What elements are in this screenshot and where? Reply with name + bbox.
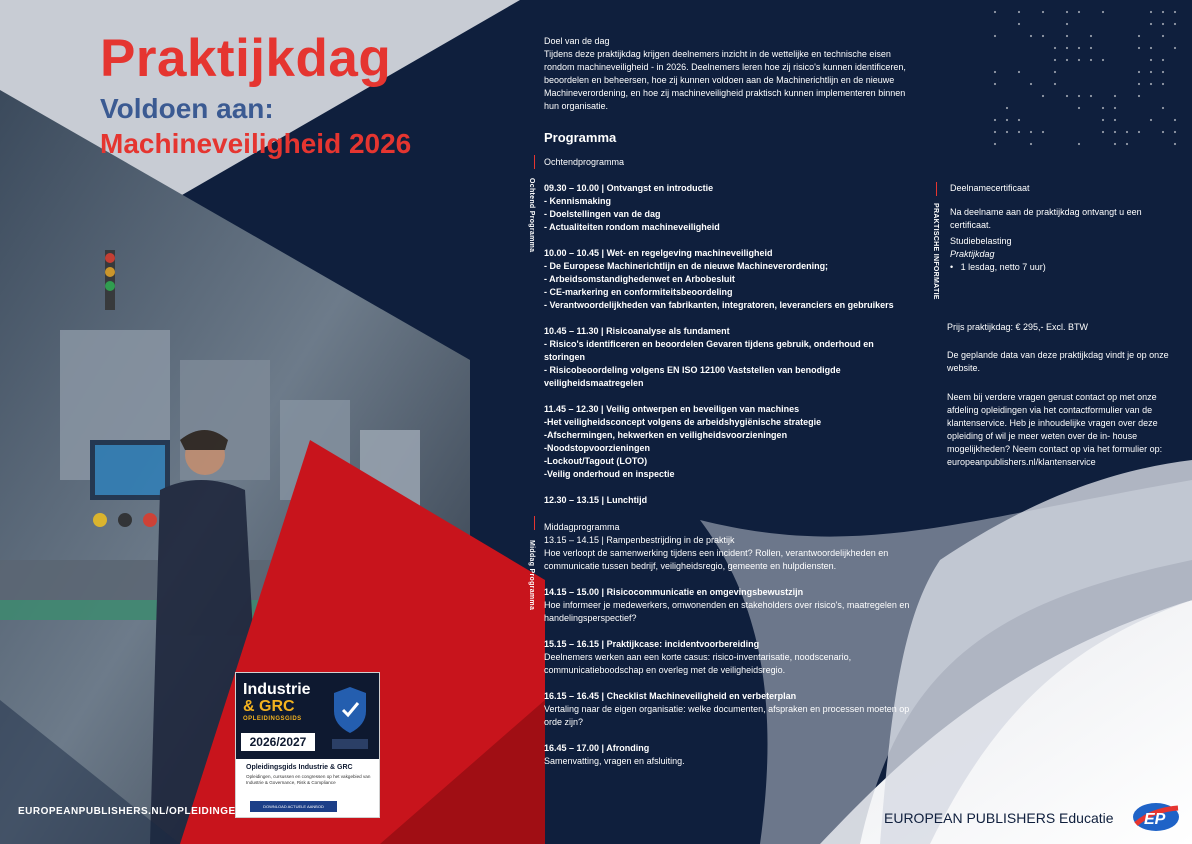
decor-dot (994, 83, 996, 85)
decor-dot (1174, 47, 1176, 49)
program-block-line: - Kennismaking (544, 196, 612, 206)
program-block-line: -Noodstopvoorzieningen (544, 443, 650, 453)
decor-dot (1042, 11, 1044, 13)
decor-dot (1018, 23, 1020, 25)
program-block (544, 742, 916, 768)
decor-dot (1114, 143, 1116, 145)
program-block (544, 690, 916, 729)
logo-text: EP (1144, 811, 1166, 828)
program-block (544, 247, 916, 312)
decor-dot (1018, 11, 1020, 13)
afternoon-vertical-label: Middag Programma (528, 540, 535, 611)
download-button[interactable]: DOWNLOAD ACTUELE AANBOD (250, 801, 337, 812)
decor-dot (1102, 11, 1104, 13)
ep-logo-mark (1132, 802, 1180, 832)
afternoon-label: Middagprogramma (544, 522, 620, 532)
certificate-heading: Deelnamecertificaat (950, 183, 1030, 193)
program-block (544, 638, 916, 677)
decor-dot (1030, 35, 1032, 37)
decor-dot (1150, 119, 1152, 121)
afternoon-program (544, 534, 916, 781)
decor-dot (1162, 83, 1164, 85)
program-block-line: - Risico's identificeren en beoordelen Gevaren tijdens gebruik, onderhoud en storingen (544, 339, 874, 362)
card-year: 2026/2027 (241, 733, 315, 751)
divider-bar (936, 182, 937, 196)
decor-dot (1090, 59, 1092, 61)
study-load-heading: Studiebelasting (950, 236, 1012, 246)
program-heading: Programma (544, 130, 617, 145)
decor-dot (1006, 107, 1008, 109)
program-block-line: - Actualiteiten rondom machineveiligheid (544, 222, 720, 232)
program-block-title: 12.30 – 13.15 | Lunchtijd (544, 495, 648, 505)
morning-label: Ochtendprogramma (544, 157, 625, 167)
morning-vertical-label: Ochtend Programma (528, 178, 535, 253)
decor-dot (1030, 143, 1032, 145)
decor-dot (1174, 143, 1176, 145)
decor-dot (994, 11, 996, 13)
program-block (544, 534, 916, 573)
decor-dot (1090, 95, 1092, 97)
divider-bar (534, 516, 535, 530)
decor-dot (1090, 35, 1092, 37)
decor-dot (1150, 59, 1152, 61)
decor-dot (1150, 47, 1152, 49)
decor-dot (1090, 47, 1092, 49)
decor-dot (1102, 59, 1104, 61)
decor-dot (1078, 59, 1080, 61)
program-block-text: Hoe verloopt de samenwerking tijdens een incident? Rollen, verantwoordelijkheden en communicatie tussen bedrijf, veiligheidsregio, gemeente en hulpdiensten. (544, 548, 889, 571)
program-block-title: 09.30 – 10.00 | Ontvangst en introductie (544, 183, 714, 193)
program-block-title: 14.15 – 15.00 | Risicocommunicatie en omgevingsbewustzijn (544, 587, 804, 597)
info-vertical-label: PRAKTISCHE INFORMATIE (932, 203, 939, 300)
decor-dot (1126, 143, 1128, 145)
decor-dot (1042, 131, 1044, 133)
decor-dot (1126, 131, 1128, 133)
program-block-line: - CE-markering en conformiteitsbeoordeling (544, 287, 733, 297)
program-block-line: -Afschermingen, hekwerken en veiligheidsvoorzieningen (544, 430, 788, 440)
ep-logo (1132, 802, 1180, 832)
program-block (544, 403, 916, 481)
shield-icon (328, 681, 372, 751)
program-block-line: - Verantwoordelijkheden van fabrikanten, integratoren, leveranciers en gebruikers (544, 300, 894, 310)
program-block-line: -Veilig onderhoud en inspectie (544, 469, 675, 479)
decor-dot (1018, 119, 1020, 121)
program-block-title: 10.45 – 11.30 | Risicoanalyse als fundament (544, 326, 730, 336)
contact-text: Neem bij verdere vragen gerust contact op met onze afdeling opleidingen via het contactformulier van de klantenservice. Heb je inhoudelijke vragen over deze opleiding of wil je meer weten over de in- house mogelijkheden? Neem contact op via het formulier op: europeanpublishers.nl/klantenservice (947, 392, 1163, 467)
decor-dot (994, 35, 996, 37)
decor-dot (1162, 11, 1164, 13)
program-block (544, 182, 916, 234)
program-block-line: -Lockout/Tagout (LOTO) (544, 456, 648, 466)
decor-dot (1150, 23, 1152, 25)
decor-dot (1018, 71, 1020, 73)
intro-section (544, 35, 916, 113)
card-title-line3: OPLEIDINGSGIDS (243, 716, 302, 722)
decor-dot (1150, 11, 1152, 13)
card-heading: Opleidingsgids Industrie & GRC (246, 764, 353, 771)
program-block-text: Hoe informeer je medewerkers, omwonenden en stakeholders over risico's, maatregelen en handelingsperspectief? (544, 600, 910, 623)
program-block-text: Samenvatting, vragen en afsluiting. (544, 756, 685, 766)
decor-dot (1066, 59, 1068, 61)
decor-dot (1162, 71, 1164, 73)
decor-dot (1102, 119, 1104, 121)
decor-dot (1162, 23, 1164, 25)
program-block-title: 13.15 – 14.15 | Rampenbestrijding in de praktijk (544, 535, 735, 545)
card-title-line1: Industrie (243, 681, 311, 698)
decor-dot (1174, 119, 1176, 121)
decor-dot (1174, 23, 1176, 25)
decor-dot (1114, 95, 1116, 97)
program-block-line: - Arbeidsomstandighedenwet en Arbobesluit (544, 274, 735, 284)
decor-dot (1114, 119, 1116, 121)
decor-dot (1162, 131, 1164, 133)
decor-dot (1150, 71, 1152, 73)
decor-dot (1078, 107, 1080, 109)
brochure-card[interactable] (235, 672, 380, 818)
brand-name: EUROPEAN PUBLISHERS Educatie (884, 810, 1114, 826)
study-load-item: • 1 lesdag, netto 7 uur) (950, 262, 1046, 272)
decor-dot (1150, 83, 1152, 85)
page-title: Praktijkdag (100, 29, 392, 88)
decor-dot (994, 71, 996, 73)
study-load-type: Praktijkdag (950, 249, 995, 259)
decor-dot (1042, 95, 1044, 97)
decor-dot (1114, 131, 1116, 133)
program-block-title: 16.15 – 16.45 | Checklist Machineveiligheid en verbeterplan (544, 691, 797, 701)
decor-dot (1114, 107, 1116, 109)
program-block-text: Deelnemers werken aan een korte casus: risico-inventarisatie, noodscenario, communicatieboodschap en overleg met de veiligheidsregio. (544, 652, 852, 675)
decor-dot (1162, 107, 1164, 109)
footer-url-link[interactable]: EUROPEANPUBLISHERS.NL/OPLEIDINGEN (18, 806, 244, 817)
program-block (544, 586, 916, 625)
decor-dot (1066, 35, 1068, 37)
program-block-text: Vertaling naar de eigen organisatie: welke documenten, afspraken en processen moeten op orde zijn? (544, 704, 910, 727)
decor-dot (1054, 47, 1056, 49)
dates-text: De geplande data van deze praktijkdag vindt je op onze website. (947, 350, 1169, 373)
program-block-title: 16.45 – 17.00 | Afronding (544, 743, 650, 753)
program-block (544, 494, 916, 507)
program-block-line: - Risicobeoordeling volgens EN ISO 12100 Vaststellen van benodigde veiligheidsmaatregelen (544, 365, 841, 388)
decor-dot (1054, 59, 1056, 61)
decor-dot (994, 119, 996, 121)
program-block-title: 10.00 – 10.45 | Wet- en regelgeving machineveiligheid (544, 248, 773, 258)
decor-dot (1138, 131, 1140, 133)
card-text: Opleidingen, cursussen en congressen op het vakgebied van Industrie & Governance, Risk & Compliance (246, 774, 371, 785)
program-block (544, 325, 916, 390)
study-load-item-text: 1 lesdag, netto 7 uur) (960, 262, 1046, 272)
decor-dot (1102, 131, 1104, 133)
decor-dot (1066, 95, 1068, 97)
subtitle-line1: Voldoen aan: (100, 93, 274, 124)
decor-dot (1018, 131, 1020, 133)
morning-program (544, 182, 916, 520)
decor-dot (1138, 71, 1140, 73)
decor-dot (1138, 83, 1140, 85)
decor-dot (1054, 71, 1056, 73)
card-title-line2: & GRC (243, 698, 295, 715)
decor-dot (1078, 143, 1080, 145)
decor-dot (1162, 35, 1164, 37)
price: Prijs praktijkdag: € 295,- Excl. BTW (947, 322, 1089, 332)
decor-dot (1174, 11, 1176, 13)
decor-dot (1162, 59, 1164, 61)
decor-dot (1174, 131, 1176, 133)
divider-bar (534, 155, 535, 169)
certificate-text: Na deelname aan de praktijkdag ontvangt u een certificaat. (950, 207, 1142, 230)
subtitle-line2: Machineveiligheid 2026 (100, 128, 412, 159)
program-block-title: 15.15 – 16.15 | Praktijkcase: incidentvoorbereiding (544, 639, 760, 649)
card-cover (236, 673, 379, 759)
program-block-title: 11.45 – 12.30 | Veilig ontwerpen en beveiligen van machines (544, 404, 800, 414)
intro-heading: Doel van de dag (544, 36, 610, 46)
program-block-line: - Doelstellingen van de dag (544, 209, 661, 219)
decor-dot (1078, 11, 1080, 13)
decor-dot (1054, 83, 1056, 85)
decor-dot (1138, 35, 1140, 37)
decor-dot (1006, 131, 1008, 133)
decor-dot (1138, 47, 1140, 49)
program-block-line: -Het veiligheidsconcept volgens de arbeidshygiënische strategie (544, 417, 822, 427)
decor-dot (1030, 131, 1032, 133)
intro-text: Tijdens deze praktijkdag krijgen deelnemers inzicht in de wettelijke en technische eisen rondom machineveiligheid - in 2026. Deelnemers leren hoe zij risico's kunnen identificeren, beoordelen en beheersen, hoe zij kunnen voldoen aan de Machinerichtlijn en de nieuwe Machineverordening, en hoe zij machineveiligheid praktisch kunnen implementeren binnen hun organisatie. (544, 49, 906, 111)
decor-dot (1006, 119, 1008, 121)
decor-dot (1078, 95, 1080, 97)
program-block-line: - De Europese Machinerichtlijn en de nieuwe Machineverordening; (544, 261, 829, 271)
decor-dot (1066, 11, 1068, 13)
decor-dot (1066, 23, 1068, 25)
decor-dot (994, 131, 996, 133)
decor-dot (1030, 83, 1032, 85)
decor-dot (1138, 95, 1140, 97)
decor-dot (1042, 35, 1044, 37)
decor-dot (1102, 107, 1104, 109)
decor-dot (1078, 47, 1080, 49)
decor-dot (994, 143, 996, 145)
decor-dot (1066, 47, 1068, 49)
